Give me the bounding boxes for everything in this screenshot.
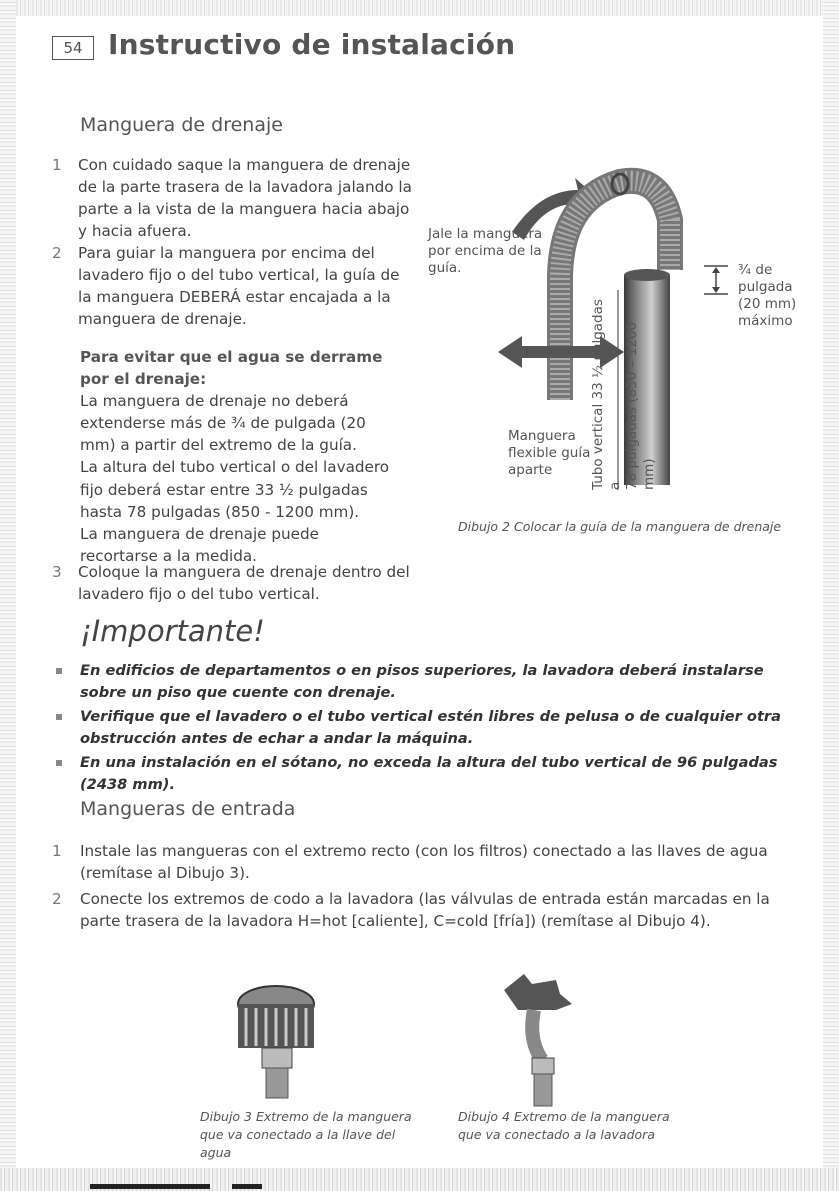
page-title: Instructivo de instalación (108, 28, 516, 61)
drain-notes (80, 346, 400, 567)
scan-mark (90, 1184, 210, 1189)
bullet-icon (52, 706, 80, 750)
flex-hose-label: Manguera flexible guía aparte (508, 428, 591, 478)
list-item (52, 706, 792, 750)
caption-line: Dibujo 3 Extremo de la manguera (200, 1109, 412, 1124)
washer-end-hose-icon (498, 970, 578, 1110)
step-number: 3 (52, 563, 62, 581)
caption-line: que va conectado a la llave del agua (200, 1127, 396, 1160)
list-item (52, 154, 412, 242)
note: La manguera de drenaje puede recortarse a la medida. (80, 524, 319, 565)
bullet-text: Verifique que el lavadero o el tubo vertical estén libres de pelusa o de cualquier otra obstrucción antes de echar a andar la máquina. (80, 708, 781, 747)
list-item (52, 660, 792, 704)
bullet-text: En una instalación en el sótano, no exceda la altura del tubo vertical de 96 pulgadas (2438 mm). (80, 754, 778, 793)
step-text: Instale las mangueras con el extremo recto (con los filtros) conectado a las llaves de agua (remítase al Dibujo 3). (80, 842, 768, 883)
list-item (52, 752, 792, 796)
step-text: Con cuidado saque la manguera de drenaje de la parte trasera de la lavadora jalando la parte a la vista de la manguera hacia abajo y hacia afuera. (78, 156, 412, 241)
step-text: Para guiar la manguera por encima del lavadero fijo o del tubo vertical, la guía de la manguera DEBERÁ estar encajada a la manguera de drenaje. (78, 244, 400, 329)
inlet-heading: Mangueras de entrada (80, 798, 296, 820)
step-text: Conecte los extremos de codo a la lavadora (las válvulas de entrada están marcadas en la parte trasera de la lavadora H=hot [caliente], C=cold [fría]) (remítase al Dibujo 4). (80, 890, 770, 931)
important-list (52, 660, 792, 798)
bullet-icon (52, 660, 80, 704)
list-item (52, 242, 412, 330)
list-item (52, 888, 792, 932)
important-title: ¡Importante! (80, 614, 265, 648)
step-number: 2 (52, 890, 62, 909)
scan-border-left (0, 0, 16, 1191)
pull-hose-label: Jale la manguera por encima de la guía. (428, 226, 543, 276)
scan-mark (232, 1184, 262, 1189)
inlet-steps (52, 840, 792, 936)
faucet-end-hose-icon (228, 980, 338, 1100)
scan-border-top (0, 0, 839, 16)
standpipe-label-line: 78 pulgadas (850 – 1200 mm) (624, 321, 657, 490)
standpipe-label-line: Tubo vertical 33 ½ pulgadas a (590, 299, 623, 490)
note: La altura del tubo vertical o del lavadero fijo deberá estar entre 33 ½ pulgadas hasta 78 pulgadas (850 - 1200 mm). (80, 458, 390, 521)
figure2-caption: Dibujo 2 Colocar la guía de la manguera de drenaje (458, 519, 782, 534)
list-item (52, 840, 792, 884)
scan-border-right (823, 0, 839, 1191)
drain-heading: Manguera de drenaje (80, 114, 283, 136)
max-extension-label: ¾ de pulgada (20 mm) máximo (738, 262, 797, 329)
step-number: 1 (52, 842, 62, 860)
figure4-caption (458, 1108, 688, 1144)
step-number: 2 (52, 244, 62, 262)
step-number: 1 (52, 156, 62, 174)
figure3-caption (200, 1108, 430, 1162)
step-text: Coloque la manguera de drenaje dentro del lavadero fijo o del tubo vertical. (78, 563, 410, 604)
caption-line: que va conectado a la lavadora (458, 1127, 655, 1142)
list-item (52, 561, 412, 605)
drain-subheading: Para evitar que el agua se derrame por el drenaje: (80, 348, 383, 389)
caption-line: Dibujo 4 Extremo de la manguera (458, 1109, 670, 1124)
note: La manguera de drenaje no deberá extenderse más de ¾ de pulgada (20 mm) a partir del extremo de la guía. (80, 392, 366, 455)
bullet-text: En edificios de departamentos o en pisos superiores, la lavadora deberá instalarse sobre un piso que cuente con drenaje. (80, 662, 764, 701)
standpipe-height-label (590, 290, 658, 490)
page-number: 54 (52, 36, 94, 60)
bullet-icon (52, 752, 80, 796)
